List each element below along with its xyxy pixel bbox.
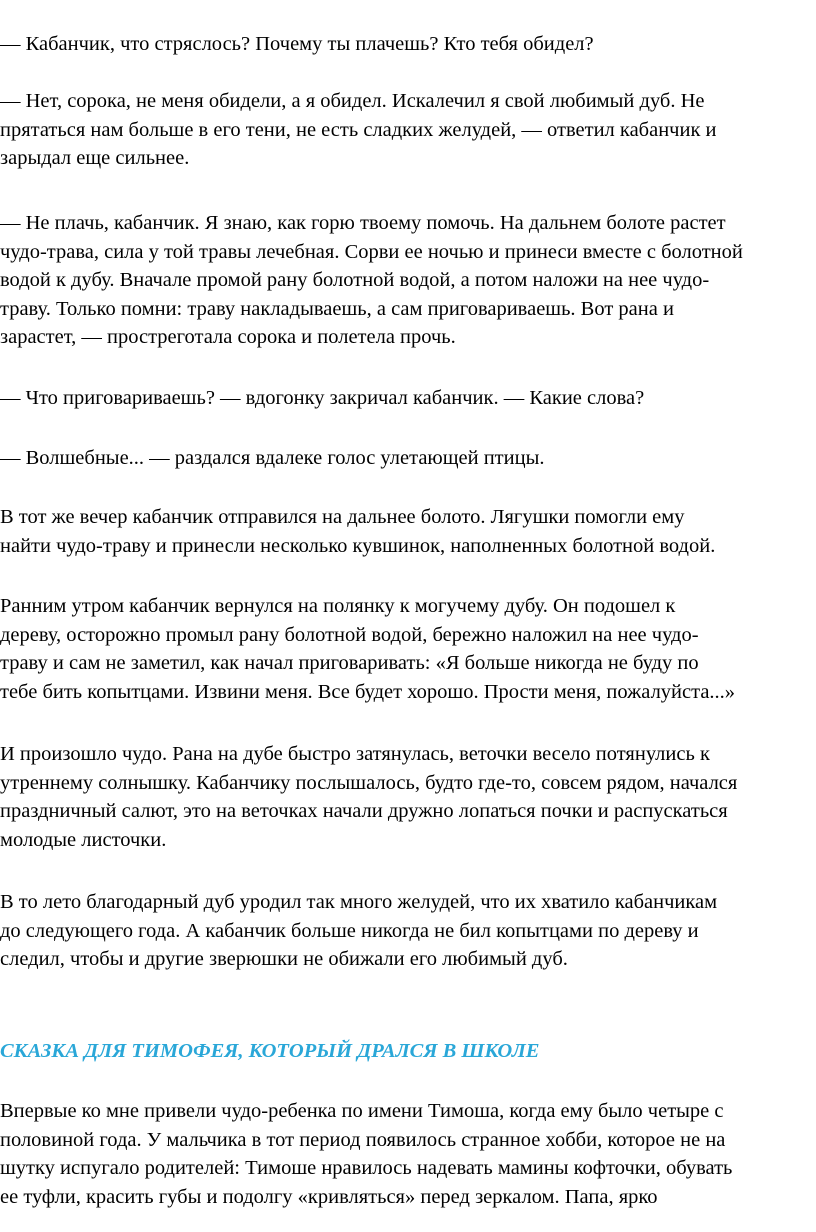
paragraph-8: И произошло чудо. Рана на дубе быстро затянулась, веточки весело потянулись к утреннему солнышку. Кабанчику послышалось, будто где-то, совсем рядом, начался праздничный салют, это на веточках начали дружно лопаться почки и распускаться молодые листочки. bbox=[0, 743, 738, 851]
story-heading: СКАЗКА ДЛЯ ТИМОФЕЯ, КОТОРЫЙ ДРАЛСЯ В ШКОЛЕ bbox=[0, 1040, 540, 1062]
paragraph-7: Ранним утром кабанчик вернулся на полянку к могучему дубу. Он подошел к дереву, осторожно промыл рану болотной водой, бережно наложил на нее чудо- траву и сам не заметил, как начал приговаривать: «Я больше никогда не буду по тебе бить копытцами. Извини меня. Все будет хорошо. Прости меня, пожалуйста...» bbox=[0, 595, 736, 703]
paragraph-5: — Волшебные... — раздался вдалеке голос улетающей птицы. bbox=[0, 447, 545, 469]
paragraph-4: — Что приговариваешь? — вдогонку закричал кабанчик. — Какие слова? bbox=[0, 387, 645, 409]
paragraph-6: В тот же вечер кабанчик отправился на дальнее болото. Лягушки помогли ему найти чудо-траву и принесли несколько кувшинок, наполненных болотной водой. bbox=[0, 506, 716, 557]
paragraph-3: — Не плачь, кабанчик. Я знаю, как горю твоему помочь. На дальнем болоте растет чудо-трава, сила у той травы лечебная. Сорви ее ночью и принеси вместе с болотной водой к дубу. Вначале промой рану болотной водой, а потом наложи на нее чудо- траву. Только помни: траву накладываешь, а сам приговариваешь. Вот рана и зарастет, — простреготала сорока и полетела прочь. bbox=[0, 212, 743, 349]
paragraph-10: Впервые ко мне привели чудо-ребенка по имени Тимоша, когда ему было четыре с половиной года. У мальчика в тот период появилось странное хобби, которое не на шутку испугало родителей: Тимоше нравилось надевать мамины кофточки, обувать ее туфли, красить губы и подолгу «кривляться» перед зеркалом. Папа, ярко bbox=[0, 1100, 733, 1208]
paragraph-2: — Нет, сорока, не меня обидели, а я обидел. Искалечил я свой любимый дуб. Не прятаться нам больше в его тени, не есть сладких желудей, — ответил кабанчик и зарыдал еще сильнее. bbox=[0, 90, 717, 170]
paragraph-1: — Кабанчик, что стряслось? Почему ты плачешь? Кто тебя обидел? bbox=[0, 33, 594, 55]
paragraph-9: В то лето благодарный дуб уродил так много желудей, что их хватило кабанчикам до следующего года. А кабанчик больше никогда не бил копытцами по дереву и следил, чтобы и другие зверюшки не обижали его любимый дуб. bbox=[0, 891, 718, 971]
